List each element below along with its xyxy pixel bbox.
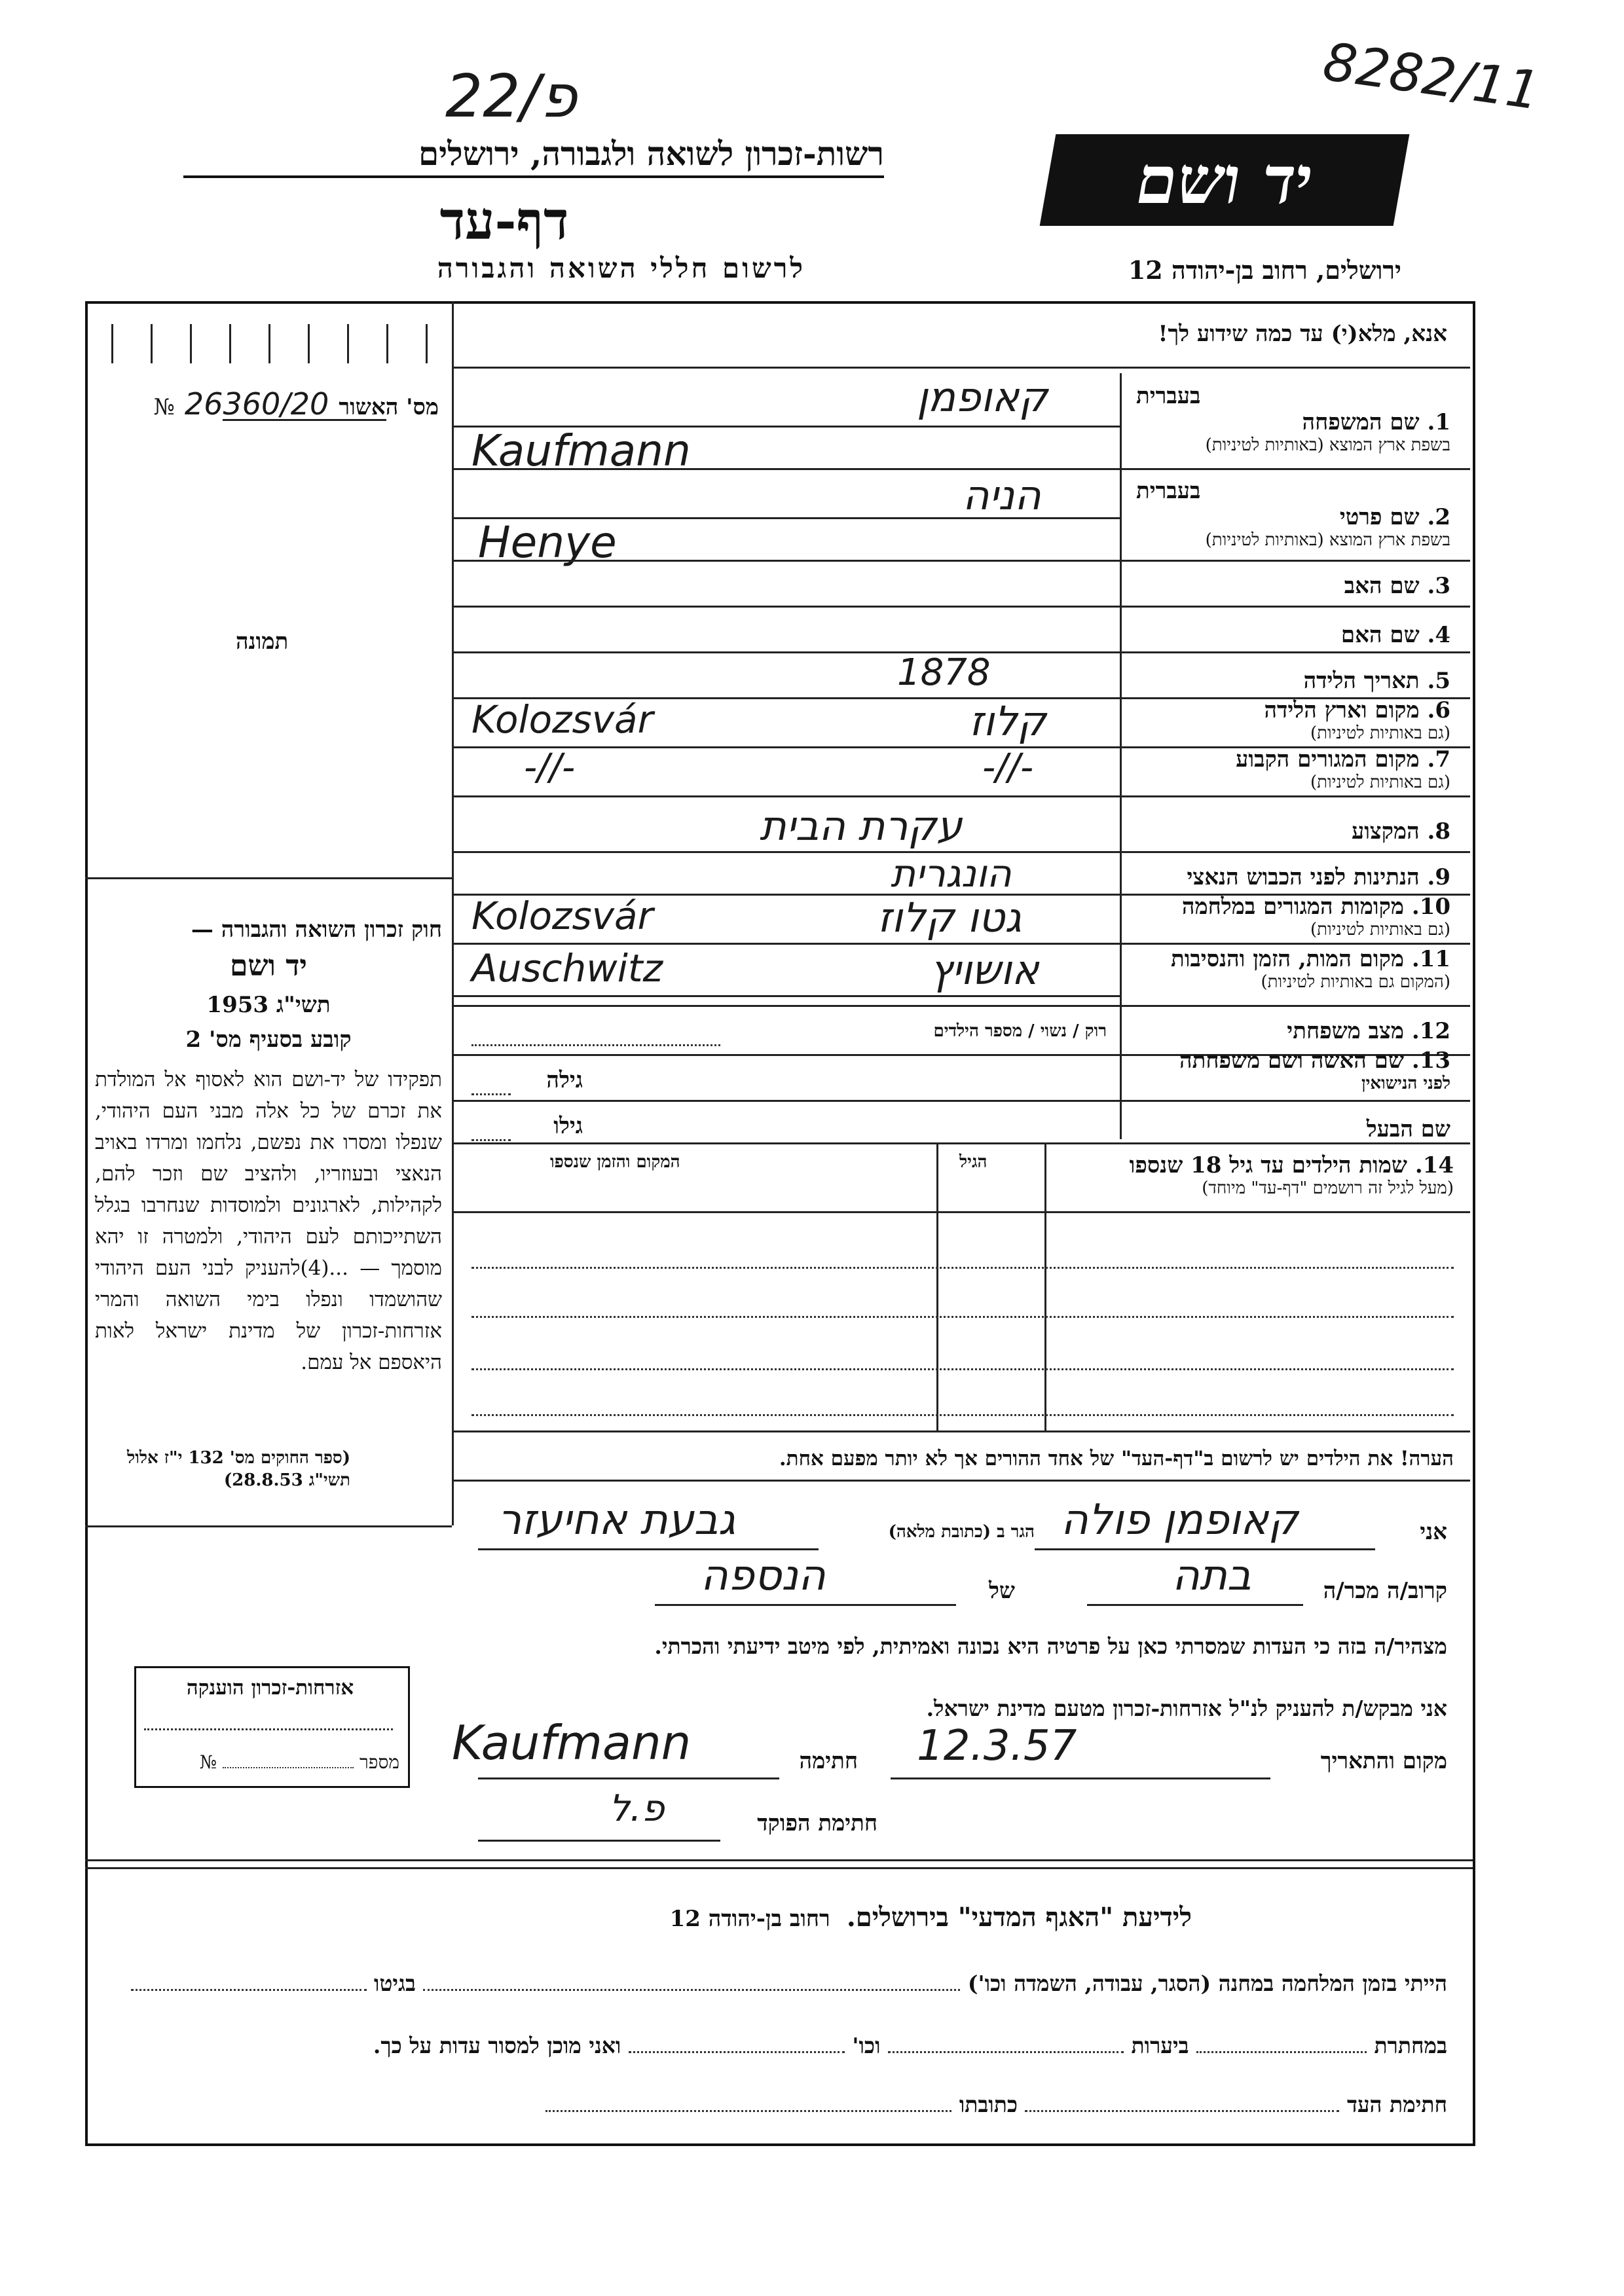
field-7-label [1123,746,1450,792]
field-11-value-latin: Auschwitz [471,946,663,991]
field-7-line [452,795,1470,797]
header-address: ירושלים, רחוב בן-יהודה 12 [1128,255,1401,285]
file-reference: 22/פ [445,62,578,131]
field-10-label [1123,894,1450,939]
note-bottom-line [452,1480,1470,1482]
signature-label: חתימה [799,1748,858,1774]
law-title: חוק זכרון השואה והגבורה — [191,917,442,943]
children-header-line [452,1211,1470,1213]
reg-underline [223,419,386,421]
husband-label: שם הבעל [1366,1116,1450,1142]
memorial-box-line [144,1728,393,1730]
field-13-age-label: גילה [546,1067,583,1093]
footer-line-3 [105,2092,1447,2118]
field-2-title: שם פרטי [1339,504,1420,530]
declaration-text: מצהיר/ה בזה כי העדות שמסרתי כאן על פרטיה היא נכונה ואמיתית, לפי מיטב ידיעתי והכרתי. [654,1633,1447,1659]
footer-top-double-1 [85,1859,1473,1861]
children-row-3 [471,1368,1454,1370]
children-col-divider-1 [1044,1142,1046,1430]
field-6-num: 6. [1427,697,1450,723]
form-subtitle: לרשום חללי השואה והגבורה [437,252,805,284]
husband-line [452,1142,1470,1144]
footer-forests-text: ביערות [1131,2033,1189,2058]
memorial-box-title: אזרחות-זכרון הוענקה [186,1676,354,1700]
declarant-of: הנספה [701,1552,826,1600]
photo-area-bottom [85,877,452,879]
law-text: תפקידו של יד-ושם הוא לאסוף אל המולדת את זכרם של כל אלה מבני העם היהודי, שנפלו ומסרו את נפשם, נלחמו ומרדו באויב הנאצי ובעוזריו, ולהציב שם וזכר להם, לקהילות, לארגונים ולמוסדות שנחרבו בגלל השתייכותם לעם היהודי, ולמטרה זו יהא מוסמך — ...(4)להעניק לבני העם היהודי שהושמדו ונפלו בימי השואה והמרי אזרחות-זכרון של מדינת ישראל לאות היאספם אל עמם. [95,1068,442,1374]
field-13-line [452,1100,1470,1102]
field-2-sub: בשפת ארץ המוצא (באותיות לטיניות) [1205,530,1450,550]
declarant-ani: אני [1420,1519,1447,1545]
field-12-num: 12. [1411,1018,1450,1044]
field-10-value-latin: Kolozsvár [471,894,654,938]
footer-title: לידיעת "האגף המדעי" בירושלים. [846,1902,1192,1933]
reg-no-symbol: № [153,394,175,420]
field-3-line [452,606,1470,608]
logo-text: יד ושם [1130,141,1320,219]
law-year: תשי"ג 1953 [206,992,331,1018]
footer-witness-signature: חתימת העד [1346,2092,1447,2117]
field-10-value-he: גטו קלוז [877,894,1022,941]
form-title: דף-עד [439,190,569,251]
reg-value: 26360/20 [184,386,329,422]
field-12-options: רוק / נשוי / מספר הילדים [933,1021,1107,1041]
field-10-title: מקומות המגורים במלחמה [1181,894,1404,920]
field-7-num: 7. [1427,746,1450,773]
field-11-num: 11. [1411,946,1450,972]
children-col-divider-2 [936,1142,938,1430]
field-13-num: 13. [1411,1048,1450,1074]
field-13-age-dots [471,1093,511,1095]
footer-underground-text: במחתרת [1374,2033,1447,2058]
field-5-num: 5. [1427,668,1450,694]
field-1-sub: בשפת ארץ המוצא (באותיות לטיניות) [1205,435,1450,455]
field-11-title: מקום המות, הזמן והנסיבות [1170,946,1404,972]
field-13-sub: לפני הנישואין [1361,1074,1450,1093]
declarant-of-label: של [989,1578,1015,1604]
field-1-num: 1. [1427,409,1450,435]
field-1-line-b [452,468,1470,470]
field-8-value: עקרת הבית [760,802,963,850]
footer-top-double-2 [85,1867,1473,1869]
field-6-value-he: קלוז [969,697,1046,745]
children-bottom-line [452,1430,1470,1432]
law-clause: קובע בסעיף מס' 2 [185,1027,352,1053]
declarant-name-line [1035,1548,1375,1550]
footer-testimony-text: ואני מוכן למסור עדות על כך. [373,2033,621,2058]
field-6-title: מקום וארץ הלידה [1264,697,1420,723]
field-4-title: שם האם [1340,622,1420,648]
instruction: אנא, מלא(י) עד כמה שידוע לך! [1158,321,1447,347]
field-4-label [1123,622,1450,648]
field-9-num: 9. [1427,864,1450,890]
children-col-age: הגיל [959,1152,987,1172]
field-12-dots [471,1044,720,1046]
field-10-sub: (גם באותיות לטיניות) [1310,920,1450,939]
field-11-line-a [452,995,1120,997]
husband-age-dots [471,1139,511,1141]
field-1-value-latin: Kaufmann [471,426,691,476]
children-row-1 [471,1267,1454,1269]
children-sub: (מעל לגיל זה רושמים "דף-עד" מיוחד) [1202,1178,1454,1198]
field-6-sub: (גם באותיות לטיניות) [1310,723,1450,743]
instruction-underline [452,367,1470,369]
place-date-label: מקום והתאריך [1320,1748,1447,1774]
field-1-value-he: קאופמן [917,373,1048,421]
field-11-line-b [452,1005,1470,1007]
footer-address: רחוב בן-יהודה 12 [669,1906,830,1932]
field-6-label [1123,697,1450,743]
field-9-value: הונגרית [891,851,1012,896]
field-7-value-latin: -//- [524,746,576,789]
request-text: אני מבקש/ת להעניק לנ"ל אזרחות-זכרון מטעם מדינת ישראל. [926,1696,1447,1721]
children-header [1048,1152,1454,1198]
officer-line [478,1840,720,1842]
field-3-title: שם האב [1344,573,1420,599]
declarant-relation-line [1087,1604,1303,1606]
memorial-box-number-label: מספר [360,1751,399,1773]
memorial-box-no-symbol: № [199,1751,217,1773]
field-3-num: 3. [1427,573,1450,599]
field-7-title: מקום המגורים הקבוע [1236,746,1420,773]
yad-vashem-logo [1040,134,1410,226]
field-13-label [1123,1048,1450,1093]
husband-age-label: גילו [553,1113,583,1139]
field-5-value: 1878 [897,651,991,694]
footer-witness-address: כתובתו [959,2092,1018,2117]
law-logo: יד ושם [230,949,307,983]
children-num: 14. [1414,1152,1454,1178]
reg-number-row [105,386,439,422]
field-1-lang: בעברית [1136,383,1201,409]
footer-line-1 [105,1971,1447,1997]
field-8-label [1123,818,1450,845]
field-2-num: 2. [1427,504,1450,530]
footer-ghetto-text: בגיטו [374,1971,416,1996]
children-title: שמות הילדים עד גיל 18 שנספו [1129,1152,1407,1178]
declarant-of-line [655,1604,956,1606]
reg-label: מס' האשור [339,394,439,420]
field-3-label [1123,573,1450,599]
field-5-title: תאריך הלידה [1303,668,1420,694]
field-1-title: שם המשפחה [1302,409,1420,435]
field-11-sub: (המקום גם באותיות לטיניות) [1261,972,1450,992]
field-10-line [452,943,1470,945]
top-tick-row [111,324,439,363]
children-note: הערה! את הילדים יש לרשום ב"דף-העד" של אחד ההורים אך לא יותר מפעם אחת. [779,1447,1454,1470]
field-2-value-latin: Henye [478,517,617,568]
field-11-value-he: אושויץ [930,946,1039,994]
footer-etc-text: וכו' [852,2033,881,2058]
footer-title-row [458,1902,1192,1933]
field-1-label [1123,383,1450,455]
field-2-label [1123,478,1450,550]
memorial-box-number [141,1751,399,1774]
label-column-divider [1120,373,1122,1139]
field-7-sub: (גם באותיות לטיניות) [1310,773,1450,792]
declarant-relation: בתה [1172,1552,1251,1600]
stamp-number: 8282/11 [1320,31,1544,122]
field-11-label [1123,946,1450,992]
footer-line-2 [105,2033,1447,2059]
signature-value: Kaufmann [452,1715,692,1770]
law-reference: (ספר החוקים מס' 132 י"ז אלול תשי"ג 28.8.53) [127,1448,350,1490]
date-line [891,1777,1270,1779]
declarant-name: קאופמן פולה [1061,1496,1299,1544]
declarant-resides-label: הגר ב (כתובת מלאה) [888,1522,1035,1542]
field-7-value-he: -//- [982,746,1034,789]
field-12-title: מצב משפחתי [1287,1018,1404,1044]
children-row-4 [471,1414,1454,1416]
left-column-divider [452,301,454,1525]
photo-label: תמונה [236,629,289,655]
date-value: 12.3.57 [917,1722,1077,1770]
declarant-address-line [478,1548,819,1550]
declarant-relation-label: קרוב/ה מכר/ה [1323,1578,1447,1604]
footer-camp-text: הייתי בזמן המלחמה במחנה (הסגר, עבודה, השמדה וכו') [967,1971,1447,1996]
field-8-title: המקצוע [1351,818,1420,845]
law-panel-bottom [85,1525,452,1527]
field-2-line-b [452,560,1470,562]
declarant-address: גבעת אחיעזר [498,1496,736,1544]
field-10-num: 10. [1411,894,1450,920]
field-8-num: 8. [1427,818,1450,845]
field-9-title: הנתינות לפני הכבוש הנאצי [1187,864,1420,890]
children-row-2 [471,1316,1454,1318]
officer-label: חתימת הפוקד [757,1810,877,1836]
org-line: רשות-זכרון לשואה ולגבורה, ירושלים [183,134,884,178]
field-5-label [1123,668,1450,694]
field-12-label [1123,1018,1450,1044]
field-4-num: 4. [1427,622,1450,648]
children-col-place: המקום והזמן שנספו [550,1152,680,1172]
field-9-label [1123,864,1450,890]
officer-value: פ.ל [609,1787,665,1830]
field-13-title: שם האשה ושם משפחתה [1179,1048,1404,1074]
field-2-value-he: הניה [963,471,1041,519]
field-2-lang: בעברית [1136,478,1201,504]
field-6-value-latin: Kolozsvár [471,697,654,742]
signature-line [478,1777,779,1779]
